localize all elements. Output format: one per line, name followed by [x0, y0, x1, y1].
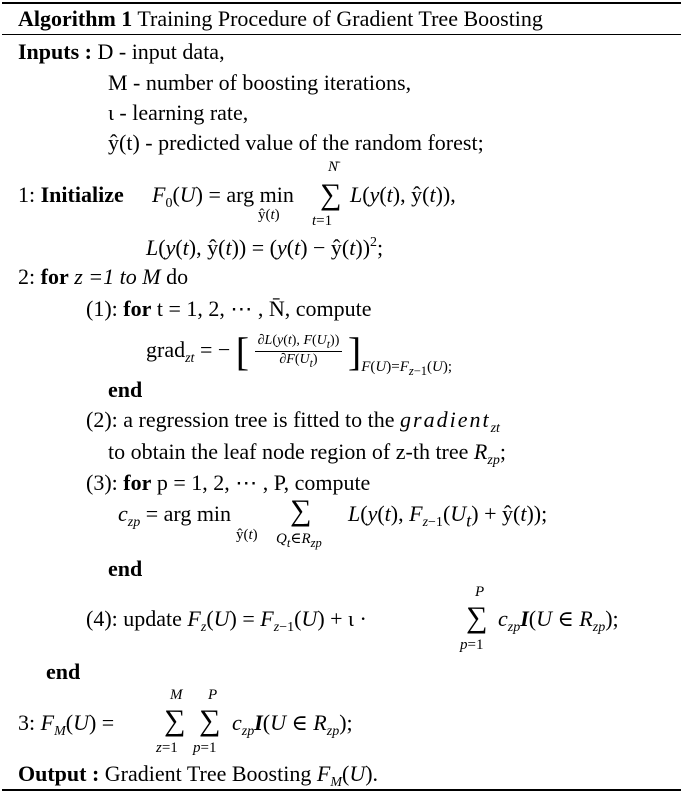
substep-2-label: (2): [86, 407, 118, 432]
step-2-number: 2: [18, 264, 36, 289]
algorithm-header [18, 8, 543, 30]
do-keyword: do [166, 264, 189, 289]
top-rule [2, 2, 681, 4]
czp-argmin-sub: ŷ(t) [236, 527, 258, 543]
substep-2: (2): a regression tree is fitted to the gradient$_{zt}$ [86, 407, 500, 436]
substep-4-label: (4): [86, 606, 118, 631]
update-sum-top: P [475, 584, 485, 600]
initialize-keyword: Initialize [40, 182, 124, 207]
final-sum2-top: P [208, 687, 218, 703]
gradient-formula: grad$_{zt}$ = − [ $\frac{\partial L(y(t), F(U_t))}{\partial F(U_t)}$ ]$_{F(U)=F_{z-1}(U);}$ [146, 329, 453, 378]
init-sum-top: N [328, 159, 339, 175]
update-term: $c_{zp}I(U$ ∈ $R_{zp}$); [498, 606, 619, 635]
header-rule [2, 34, 681, 35]
init-sum-sign: ∑ [320, 178, 342, 211]
substep-1-text: t = 1, 2, ⋯ , N̄, compute [156, 296, 372, 321]
step-3-number: 3: [18, 710, 36, 735]
substep-4: (4): update $F_z(U) = F_{z-1}(U) + \iota$ · [86, 606, 367, 635]
substep-4-text: update [123, 606, 182, 631]
substep-1-for: for [123, 296, 152, 321]
substep-3-label: (3): [86, 470, 118, 495]
final-sum1-bottom: z=1 [156, 740, 178, 756]
step-2 [18, 266, 188, 288]
end-2: end [108, 556, 143, 581]
output-line: Output : Gradient Tree Boosting $F_M(U)$. [18, 761, 379, 790]
init-formula: $F_0(U)$ = arg min [152, 182, 294, 211]
for-keyword: for [40, 264, 69, 289]
gradient-var: gradient [400, 407, 491, 432]
final-sum2-sign: ∑ [199, 704, 221, 737]
update-sum-sign: ∑ [466, 601, 488, 634]
update-sum-bottom: p=1 [460, 637, 484, 653]
algorithm-title: Training Procedure of Gradient Tree Boosting [137, 6, 543, 31]
substep-3-text: p = 1, 2, ⋯ , P, compute [156, 470, 371, 495]
input-item-2: M - number of boosting iterations, [108, 70, 412, 95]
input-item-1: D - input data, [97, 39, 225, 64]
substep-2-line-2: to obtain the leaf node region of z-th tree $R_{zp}$; [108, 439, 506, 468]
end-3: end [46, 659, 81, 684]
czp-sum-bottom: $Q_t\in R_{zp}$ [276, 531, 322, 550]
substep-1-label: (1): [86, 296, 118, 321]
substep-3-for: for [123, 470, 152, 495]
init-squared-loss: L(y(t), ŷ(t)) = (y(t) − ŷ(t))$^2$; [146, 235, 384, 260]
output-text: Gradient Tree Boosting [104, 761, 312, 786]
final-term: $c_{zp}I(U$ ∈ $R_{zp}$); [232, 710, 353, 739]
loop-range: z =1 to M [74, 264, 161, 289]
step-1 [18, 184, 124, 206]
end-1: end [108, 377, 143, 402]
substep-3 [86, 472, 370, 494]
inputs-line [18, 41, 225, 63]
substep-2-text: a regression tree is fitted to the [123, 407, 395, 432]
init-loss: L(y(t), ŷ(t)), [350, 182, 456, 207]
czp-sum-sign: ∑ [290, 494, 312, 527]
czp-formula: $c_{zp}$ = arg min [118, 501, 232, 530]
init-argmin-sub: ŷ(t) [258, 207, 280, 223]
final-sum1-sign: ∑ [164, 704, 186, 737]
algorithm-label: Algorithm 1 [18, 6, 133, 31]
step-3: 3: $F_M(U)$ = [18, 710, 115, 739]
final-sum1-top: M [170, 687, 183, 703]
init-sum-bottom: t=1 [312, 213, 333, 229]
substep-2-line2-text: to obtain the leaf node region of z-th tree [108, 439, 469, 464]
substep-1 [86, 298, 372, 320]
output-label: Output : [18, 761, 100, 786]
final-sum2-bottom: p=1 [193, 740, 217, 756]
input-item-4: ŷ(t) - predicted value of the random forest; [108, 130, 484, 155]
inputs-label: Inputs : [18, 39, 92, 64]
czp-loss: L(y(t), $F_{z-1}(U_t)$ + ŷ(t)); [348, 501, 548, 531]
step-1-number: 1: [18, 182, 36, 207]
input-item-3: ι - learning rate, [108, 100, 249, 125]
